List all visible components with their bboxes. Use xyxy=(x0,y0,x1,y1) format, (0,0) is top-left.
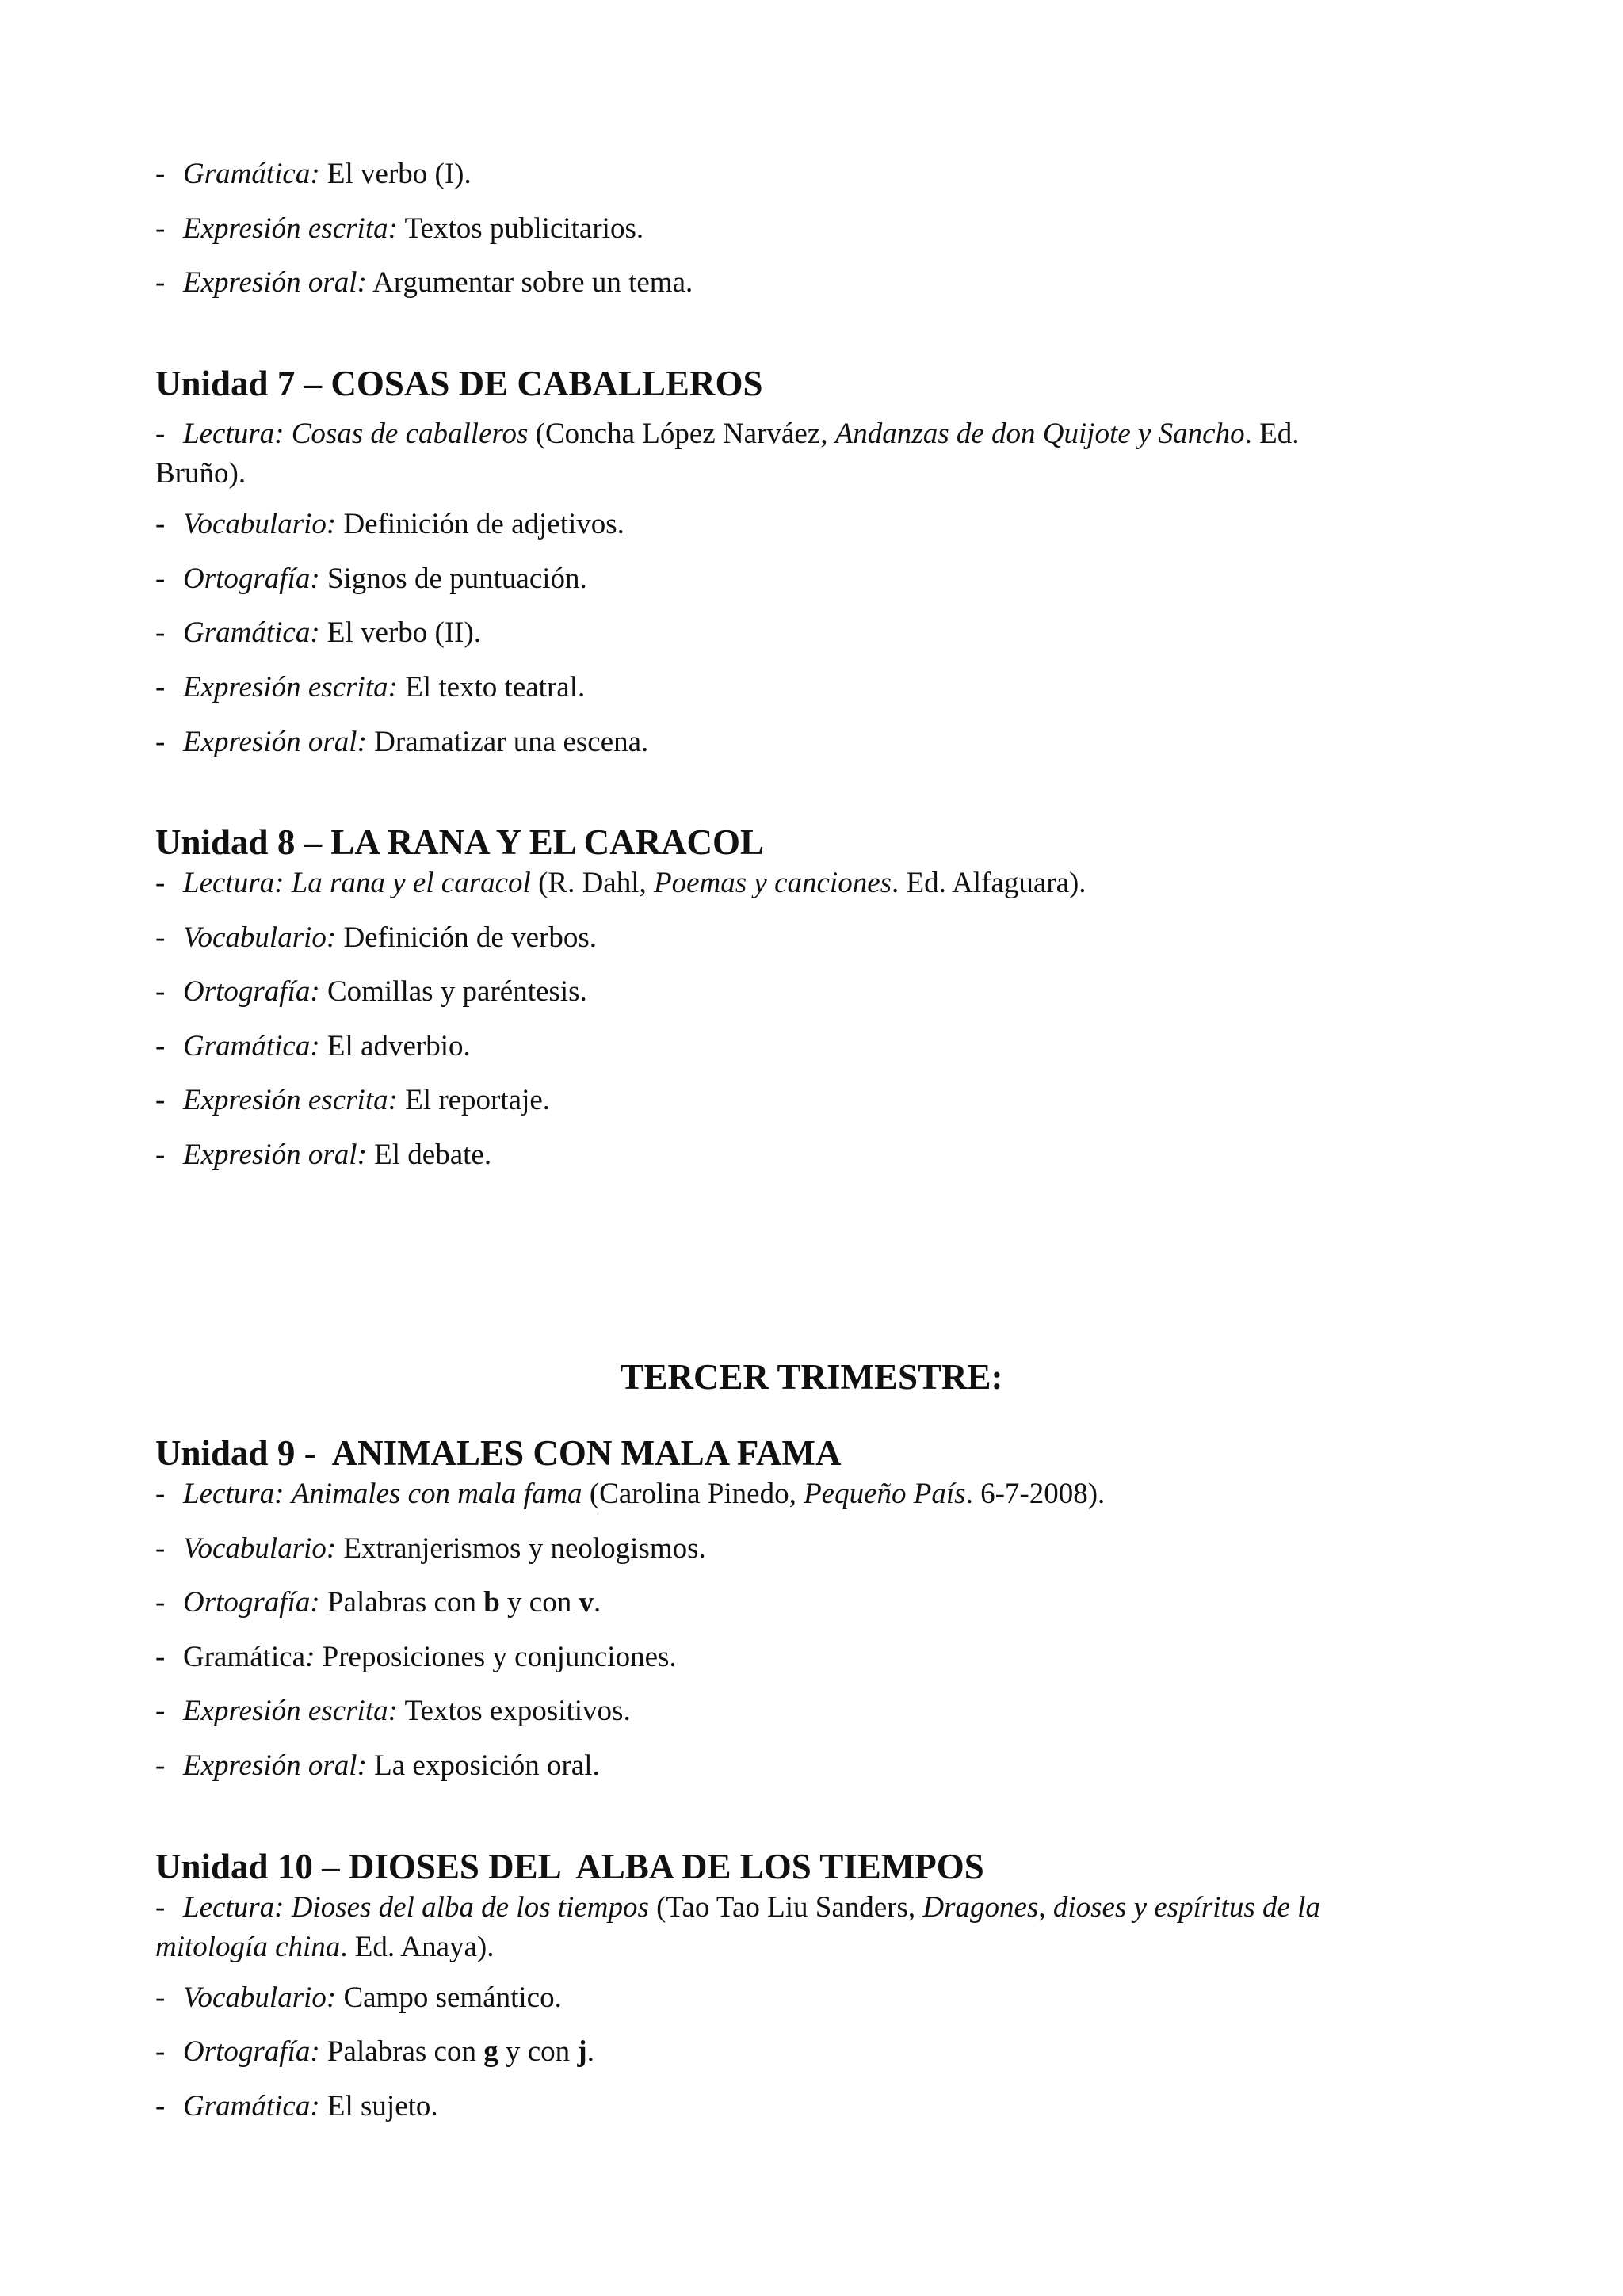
item-text: El verbo (I). xyxy=(319,158,472,190)
bullet-dash: - xyxy=(155,1478,166,1510)
item-text: Palabras con xyxy=(319,2035,484,2068)
item-text: . xyxy=(586,2035,594,2068)
item-label: Lectura: xyxy=(183,867,285,899)
item-text: (Carolina Pinedo, xyxy=(582,1478,804,1510)
reading-title: Animales con mala fama xyxy=(291,1478,582,1510)
item-label: Expresión oral: xyxy=(183,1138,367,1171)
item-text: , xyxy=(1038,1891,1046,1924)
book-title: Poemas y canciones xyxy=(654,867,892,899)
item-text: Comillas y paréntesis. xyxy=(319,975,587,1008)
item-label: Ortografía: xyxy=(183,1586,320,1619)
list-item xyxy=(155,1637,1471,1678)
bullet-dash: - xyxy=(155,1891,166,1924)
item-label: Vocabulario: xyxy=(183,1981,337,2014)
list-item xyxy=(155,2031,1471,2073)
item-label: Gramática: xyxy=(183,2090,320,2122)
item-text: y con xyxy=(499,1586,579,1619)
item-label: Vocabulario: xyxy=(183,921,337,954)
item-label: Expresión oral: xyxy=(183,266,367,299)
item-text: Textos publicitarios. xyxy=(397,212,644,245)
list-item xyxy=(155,1026,1471,1067)
item-text: El reportaje. xyxy=(397,1084,551,1116)
list-item xyxy=(155,504,1471,545)
item-label-colon: : xyxy=(305,1641,315,1673)
bullet-dash: - xyxy=(155,616,166,649)
item-text: Dramatizar una escena. xyxy=(366,726,649,758)
bullet-dash: - xyxy=(155,1138,166,1171)
list-item xyxy=(155,1080,1471,1121)
item-label: Gramática: xyxy=(183,1030,320,1062)
reading-title: Cosas de caballeros xyxy=(291,418,529,450)
list-item-lectura xyxy=(155,1474,1471,1515)
bullet-dash: - xyxy=(155,975,166,1008)
unit-heading: Unidad 10 – DIOSES DEL ALBA DE LOS TIEMPOS xyxy=(155,1847,984,1886)
item-text: El verbo (II). xyxy=(319,616,482,649)
bullet-dash: - xyxy=(155,418,166,450)
item-label: Ortografía: xyxy=(183,975,320,1008)
item-label: Ortografía: xyxy=(183,563,320,595)
bullet-dash: - xyxy=(155,726,166,758)
bullet-dash: - xyxy=(155,508,166,540)
item-label: Gramática xyxy=(183,1641,306,1673)
book-title: Andanzas de don Quijote y Sancho xyxy=(834,418,1245,450)
book-title: Pequeño País xyxy=(804,1478,966,1510)
unit-heading: Unidad 9 - ANIMALES CON MALA FAMA xyxy=(155,1433,842,1473)
item-text: y con xyxy=(498,2035,578,2068)
bullet-dash: - xyxy=(155,1030,166,1062)
item-label: Gramática: xyxy=(183,158,320,190)
bullet-dash: - xyxy=(155,867,166,899)
list-item xyxy=(155,1691,1471,1732)
item-label: Gramática: xyxy=(183,616,320,649)
bold-letter: j xyxy=(577,2035,587,2068)
item-text: Signos de puntuación. xyxy=(319,563,587,595)
item-text: . 6-7-2008). xyxy=(965,1478,1106,1510)
item-text: (Concha López Narváez, xyxy=(528,418,835,450)
item-text: . Ed. xyxy=(1244,418,1300,450)
item-text: . xyxy=(593,1586,601,1619)
item-label: Lectura: xyxy=(183,418,285,450)
list-item xyxy=(155,667,1471,708)
bullet-dash: - xyxy=(155,212,166,245)
list-item-lectura xyxy=(155,414,1471,455)
list-item xyxy=(155,1528,1471,1569)
item-label: Vocabulario: xyxy=(183,508,337,540)
bullet-dash: - xyxy=(155,1981,166,2014)
item-text: (R. Dahl, xyxy=(530,867,654,899)
reading-title: Dioses del alba de los tiempos xyxy=(291,1891,649,1924)
list-item xyxy=(155,1978,1471,2019)
item-label: Expresión escrita: xyxy=(183,671,398,704)
item-label: Lectura: xyxy=(183,1478,285,1510)
item-text: (Tao Tao Liu Sanders, xyxy=(648,1891,923,1924)
list-item xyxy=(155,1135,1471,1176)
list-item-continuation: Bruño). xyxy=(155,457,246,490)
item-label: Expresión escrita: xyxy=(183,1695,398,1727)
list-item xyxy=(155,154,1471,195)
unit-heading: Unidad 7 – COSAS DE CABALLEROS xyxy=(155,364,763,403)
item-text: Definición de adjetivos. xyxy=(336,508,624,540)
book-title: mitología china xyxy=(155,1931,341,1963)
list-item xyxy=(155,722,1471,763)
list-item xyxy=(155,262,1471,303)
item-text: . Ed. Anaya). xyxy=(340,1931,495,1963)
item-label: Expresión oral: xyxy=(183,1749,367,1782)
list-item-continuation xyxy=(155,1927,1471,1968)
bullet-dash: - xyxy=(155,1084,166,1116)
item-label: Lectura: xyxy=(183,1891,285,1924)
list-item xyxy=(155,612,1471,654)
item-text: Argumentar sobre un tema. xyxy=(366,266,693,299)
unit-heading: Unidad 8 – LA RANA Y EL CARACOL xyxy=(155,822,765,862)
item-label: Expresión oral: xyxy=(183,726,367,758)
item-text: Definición de verbos. xyxy=(336,921,597,954)
bullet-dash: - xyxy=(155,2035,166,2068)
item-text: El sujeto. xyxy=(319,2090,438,2122)
list-item xyxy=(155,2086,1471,2127)
list-item xyxy=(155,1745,1471,1787)
list-item-lectura xyxy=(155,863,1471,904)
bullet-dash: - xyxy=(155,671,166,704)
bold-letter: v xyxy=(579,1586,594,1619)
item-text: La exposición oral. xyxy=(366,1749,600,1782)
bullet-dash: - xyxy=(155,2090,166,2122)
bullet-dash: - xyxy=(155,921,166,954)
bullet-dash: - xyxy=(155,266,166,299)
item-label: Expresión escrita: xyxy=(183,212,398,245)
bullet-dash: - xyxy=(155,1532,166,1565)
list-item xyxy=(155,559,1471,600)
list-item-lectura xyxy=(155,1887,1471,1928)
list-item xyxy=(155,971,1471,1013)
item-text: Campo semántico. xyxy=(336,1981,562,2014)
list-item xyxy=(155,1582,1471,1623)
item-text: El adverbio. xyxy=(319,1030,471,1062)
trimester-heading: TERCER TRIMESTRE: xyxy=(620,1357,1003,1397)
book-title: dioses y espíritus de la xyxy=(1045,1891,1320,1924)
item-text: Preposiciones y conjunciones. xyxy=(315,1641,677,1673)
item-text: Textos expositivos. xyxy=(397,1695,631,1727)
book-title: Dragones xyxy=(922,1891,1039,1924)
reading-title: La rana y el caracol xyxy=(291,867,531,899)
item-text: . Ed. Alfaguara). xyxy=(892,867,1086,899)
list-item xyxy=(155,917,1471,959)
bullet-dash: - xyxy=(155,1586,166,1619)
item-text: Palabras con xyxy=(319,1586,484,1619)
item-label: Expresión escrita: xyxy=(183,1084,398,1116)
item-text: Extranjerismos y neologismos. xyxy=(336,1532,706,1565)
item-label: Ortografía: xyxy=(183,2035,320,2068)
item-text: El debate. xyxy=(366,1138,492,1171)
bold-letter: b xyxy=(483,1586,500,1619)
item-label: Vocabulario: xyxy=(183,1532,337,1565)
bullet-dash: - xyxy=(155,1641,166,1673)
bullet-dash: - xyxy=(155,1695,166,1727)
bold-letter: g xyxy=(483,2035,498,2068)
bullet-dash: - xyxy=(155,158,166,190)
bullet-dash: - xyxy=(155,563,166,595)
item-text: El texto teatral. xyxy=(397,671,586,704)
bullet-dash: - xyxy=(155,1749,166,1782)
list-item xyxy=(155,208,1471,250)
